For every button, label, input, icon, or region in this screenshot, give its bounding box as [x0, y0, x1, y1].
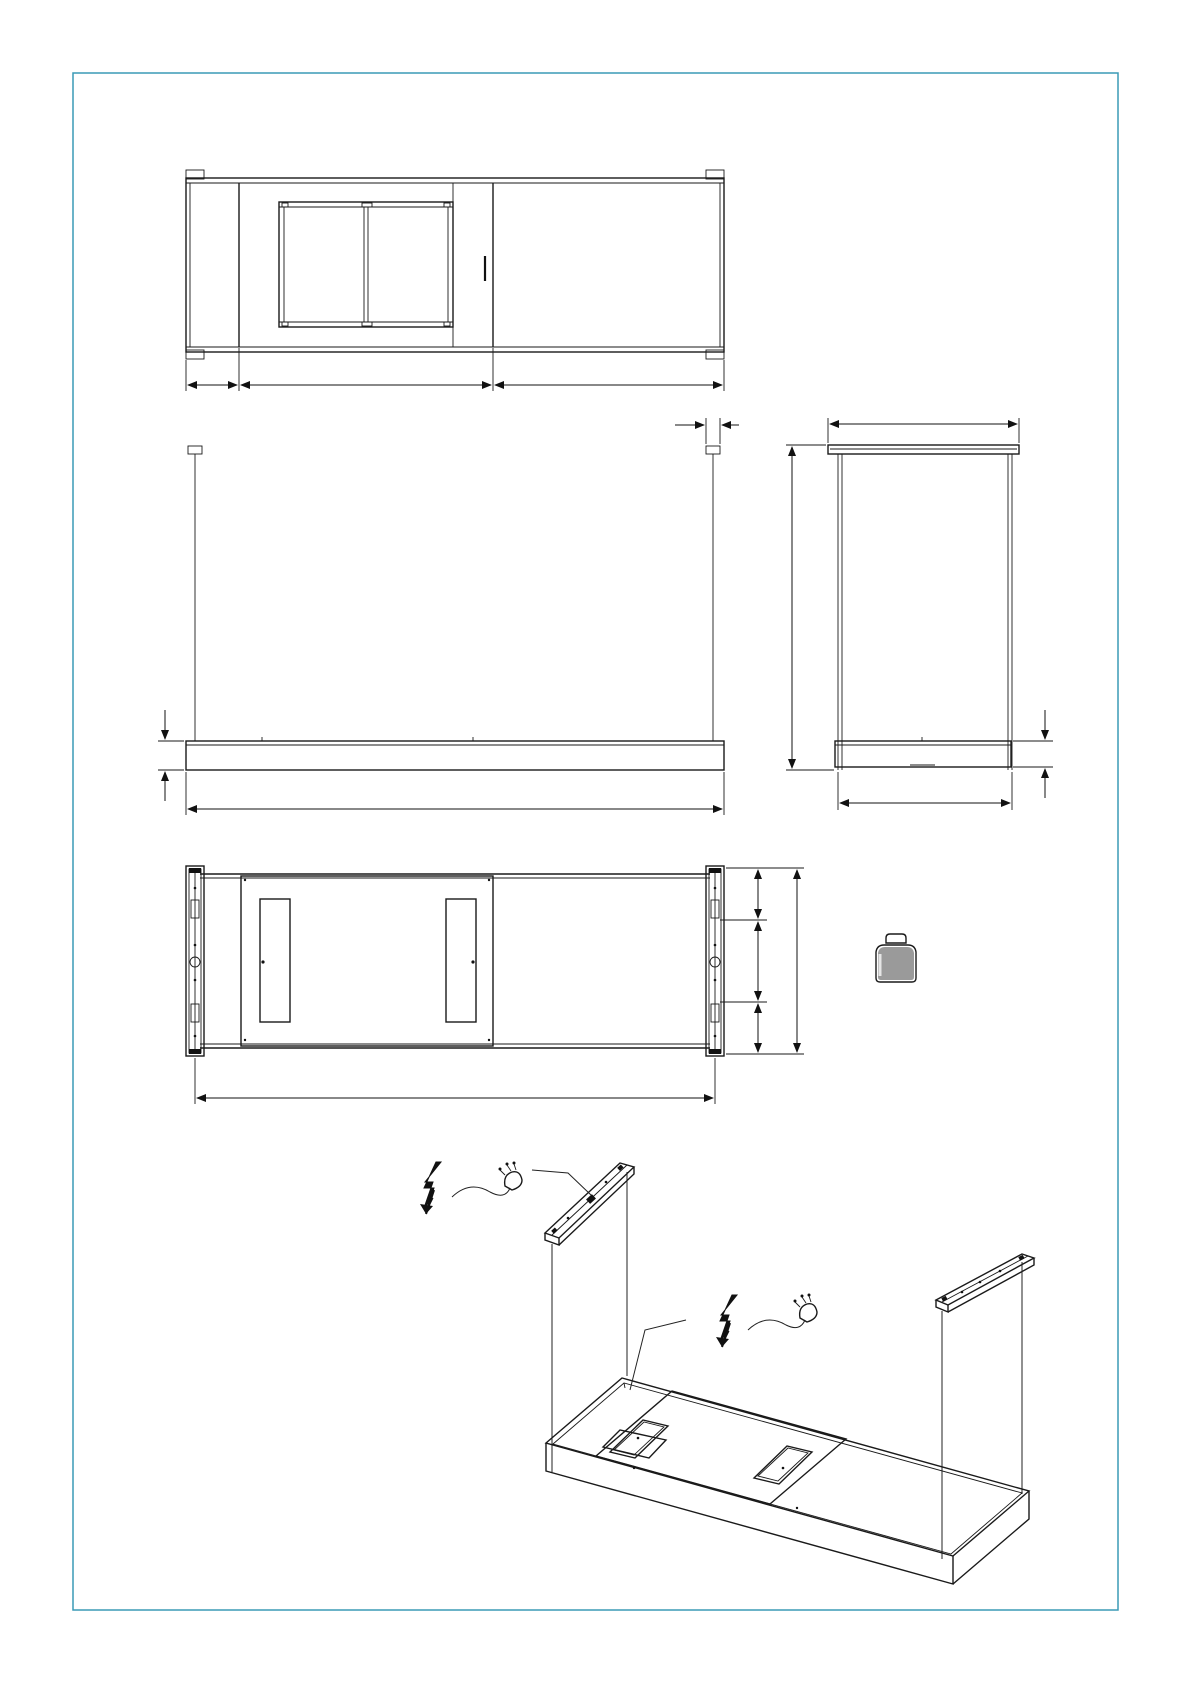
- bottom-view: [186, 866, 724, 1056]
- lightning-bolt-icon: [420, 1162, 441, 1214]
- side-view: [828, 445, 1019, 770]
- front-view-dimensions: [158, 418, 739, 815]
- weight-icon: [876, 934, 916, 982]
- right-mounting-bracket: [706, 866, 724, 1056]
- side-view-dimensions: [786, 418, 1053, 810]
- power-plug-icon: [748, 1294, 817, 1331]
- left-mounting-bracket: [186, 866, 204, 1056]
- isometric-assembly: [532, 1163, 1034, 1584]
- hood-base-unit: [546, 1378, 1029, 1584]
- top-right-bracket: [936, 1254, 1034, 1312]
- page-frame: [73, 73, 1118, 1610]
- power-plug-icon: [452, 1162, 522, 1198]
- front-view: [186, 446, 724, 770]
- top-view: [186, 170, 724, 359]
- top-view-dimensions: [186, 348, 724, 391]
- bottom-view-dimensions: [195, 868, 804, 1104]
- lightning-bolt-icon: [716, 1295, 737, 1347]
- top-left-bracket: [545, 1163, 634, 1245]
